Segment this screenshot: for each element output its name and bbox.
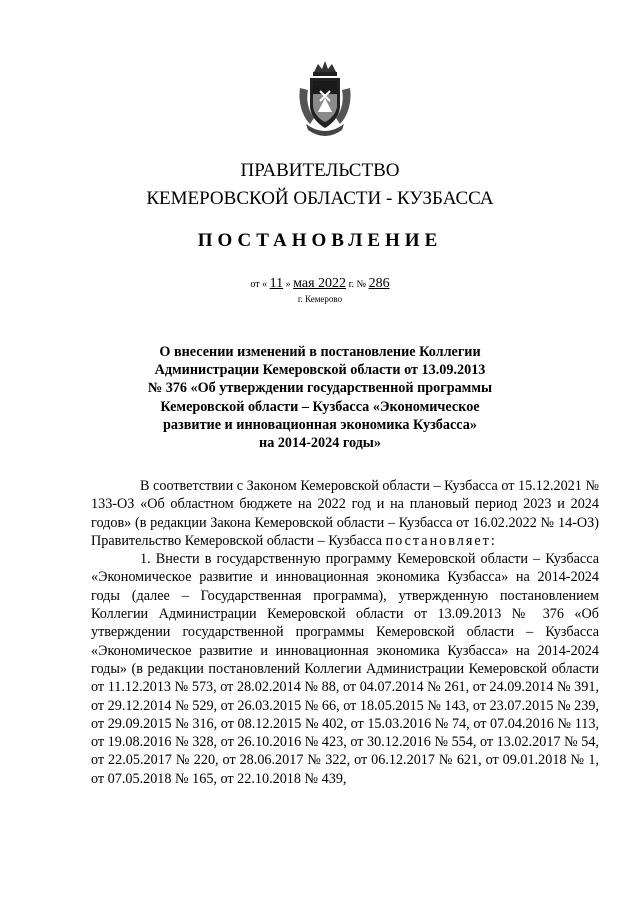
dateline-day: 11 — [269, 276, 284, 291]
dateline-number: 286 — [368, 276, 390, 291]
resolves-word: постановляет: — [385, 532, 497, 549]
document-body — [91, 477, 599, 788]
title-line: на 2014-2024 годы» — [259, 435, 381, 452]
item-1-number: 1. — [140, 551, 151, 568]
body-paragraph-item-1 — [91, 550, 599, 788]
document-title — [120, 343, 520, 452]
title-line: Администрации Кемеровской области от 13.09.2013 — [154, 362, 486, 379]
title-line: развитие и инновационная экономика Кузбасса» — [163, 416, 477, 433]
government-name-line1: ПРАВИТЕЛЬСТВО — [240, 160, 400, 181]
title-line: О внесении изменений в постановление Коллегии — [159, 344, 481, 360]
document-dateline — [0, 276, 640, 292]
coat-of-arms-icon — [296, 58, 354, 138]
dateline-number-sign: № — [356, 279, 367, 290]
document-city: г. Кемерово — [297, 294, 343, 304]
dateline-close-quote: » — [285, 279, 291, 290]
dateline-month-year: мая 2022 — [293, 276, 347, 291]
body-paragraph-preamble — [91, 477, 599, 550]
item-1-text: Внести в государственную программу Кемеровской области – Кузбасса «Экономическое развитие и инновационная экономика Кузбасса» на 2014-2024 годы (далее – Государственная программа), утвержденную постановлением Коллегии Администрации Кемеровской области от 13.09.2013 № 376 «Об утверждении государственной программы Кемеровской области – Кузбасса «Экономическое развитие и инновационная экономика Кузбасса» на 2014-2024 годы» (в редакции постановлений Коллегии Администрации Кемеровской области от 11.12.2013 № 573, от 28.02.2014 № 88, от 04.07.2014 № 261, от 24.09.2014 № 391, от 29.12.2014 № 529, от 26.03.2015 № 66, от 18.05.2015 № 143, от 23.07.2015 № 239, от 29.09.2015 № 316, от 08.12.2015 № 402, от 15.03.2016 № 74, от 07.04.2016 № 113, от 19.08.2016 № 328, от 26.10.2016 № 423, от 30.12.2016 № 554, от 13.02.2017 № 54, от 22.05.2017 № 220, от 28.06.2017 № 322, от 06.12.2017 № 621, от 09.01.2018 № 1, от 07.05.2018 № 165, от 22.10.2018 № 439, — [91, 551, 599, 787]
preamble-text: В соответствии с Законом Кемеровской области – Кузбасса от 15.12.2021 № 133-ОЗ «Об областном бюджете на 2022 год и на плановый период 2023 и 2024 годов» (в редакции Закона Кемеровской области – Кузбасса от 16.02.2022 № 14-ОЗ) Правительство Кемеровской области – Кузбасса — [91, 478, 599, 549]
dateline-year-suffix: г. — [348, 279, 355, 290]
dateline-from: от « — [250, 279, 268, 290]
title-line: Кемеровской области – Кузбасса «Экономическое — [160, 398, 480, 415]
government-name-line2: КЕМЕРОВСКОЙ ОБЛАСТИ - КУЗБАССА — [146, 188, 494, 209]
title-line: № 376 «Об утверждении государственной программы — [147, 380, 493, 397]
document-type-heading: ПОСТАНОВЛЕНИЕ — [197, 230, 443, 251]
